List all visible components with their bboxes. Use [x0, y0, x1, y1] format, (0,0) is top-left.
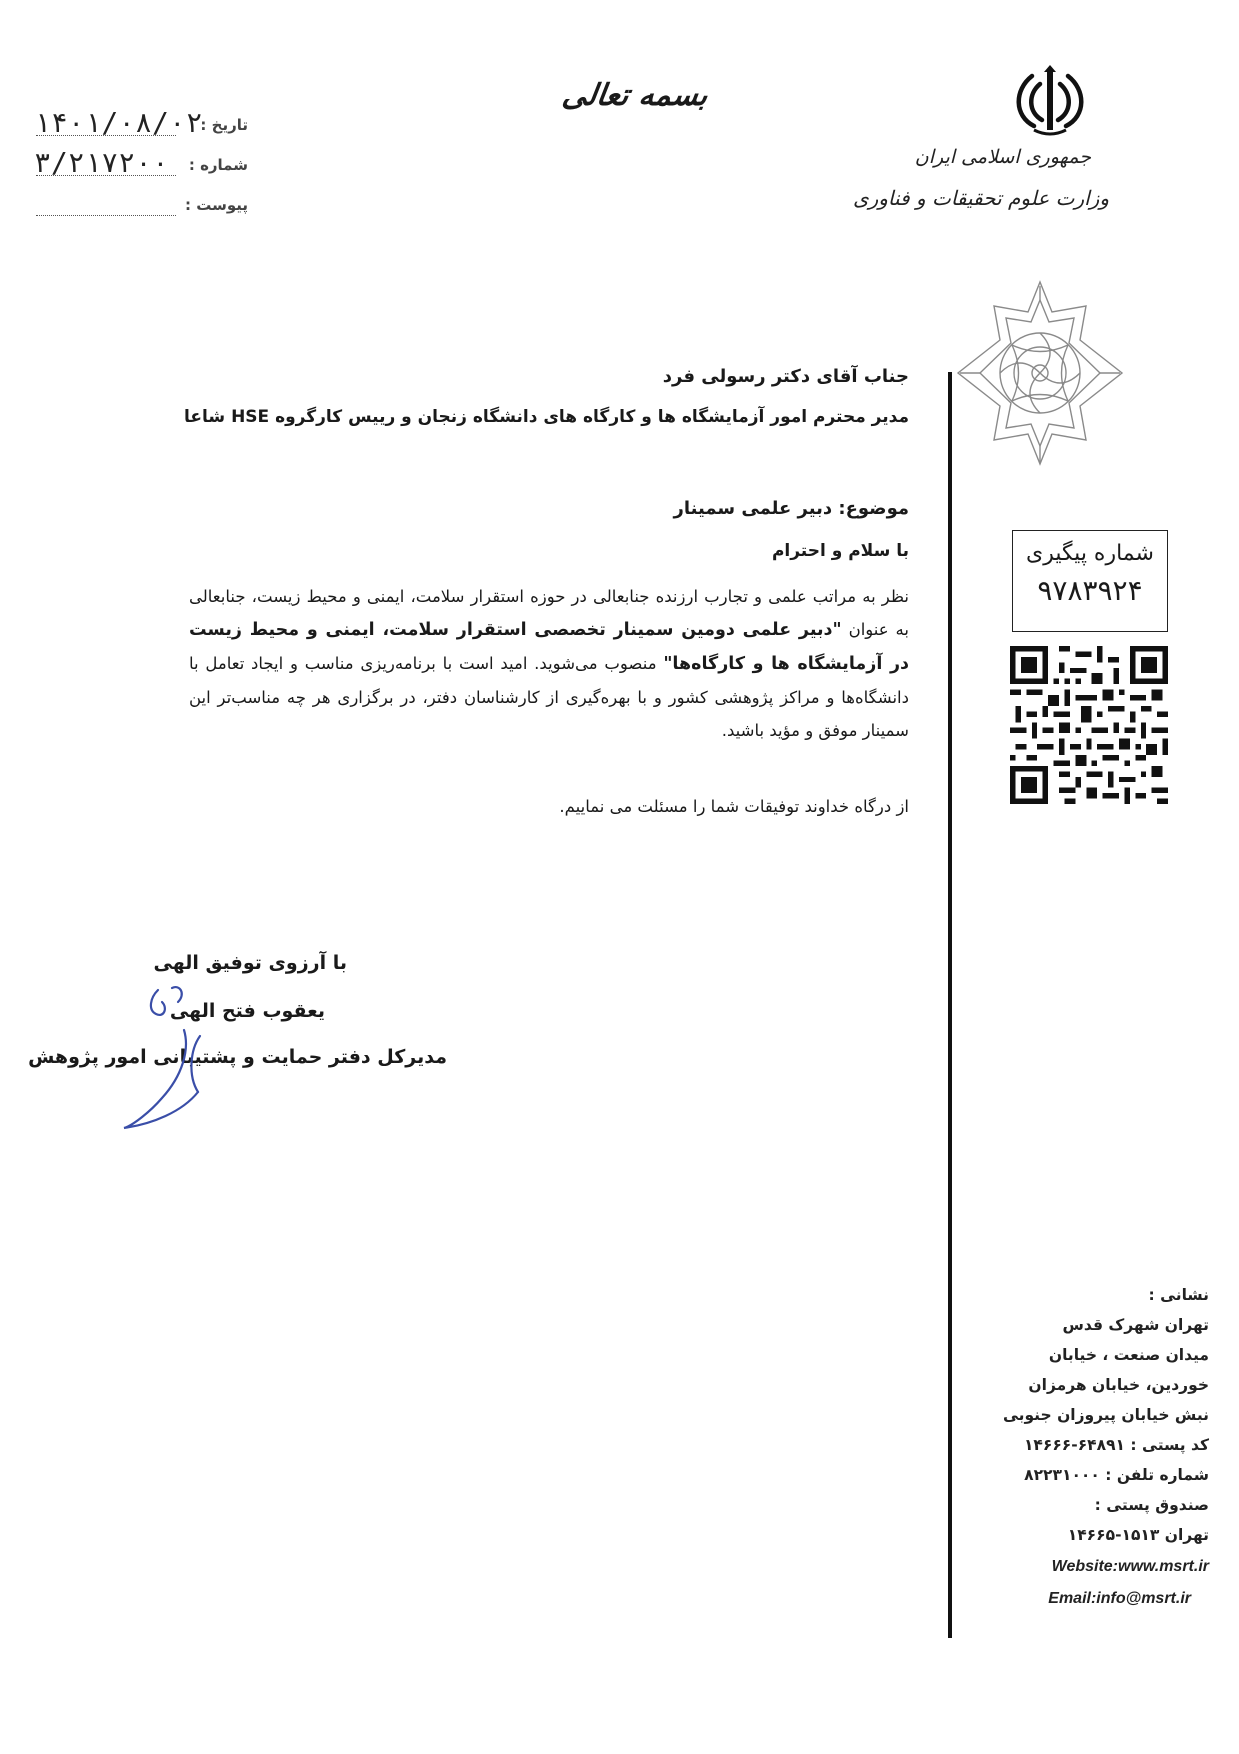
signature-wish: با آرزوی توفیق الهی: [153, 952, 347, 974]
subject-text: دبیر علمی سمینار: [673, 498, 833, 519]
number-label: شماره :: [188, 156, 248, 174]
address-line-1: تهران شهرک قدس: [1062, 1316, 1209, 1334]
address-line-3: خوردین، خیابان هرمزان: [1028, 1376, 1209, 1394]
bismillah-heading: بسمه تعالی: [559, 78, 711, 113]
address-line-2: میدان صنعت ، خیابان: [1048, 1346, 1209, 1364]
tracking-label: شماره پیگیری: [1026, 541, 1154, 566]
side-divider-line: [948, 372, 952, 1638]
postal-code: کد پستی : ۶۴۸۹۱-۱۴۶۶۶: [1023, 1436, 1209, 1454]
attachment-field: [28, 192, 248, 222]
address-line-4: نبش خیابان پیروزان جنوبی: [1002, 1406, 1209, 1424]
attachment-label: پیوست :: [184, 196, 248, 214]
islamic-ornament-icon: [950, 278, 1130, 468]
date-value: ۱۴۰۱/۰۸/۰۲: [34, 106, 203, 139]
po-box-value: تهران ۱۵۱۳-۱۴۶۶۵: [1067, 1526, 1209, 1544]
body-intro: نظر به مراتب علمی و تجارب ارزنده جنابعالی در حوزه استقرار سلامت، ایمنی و محیط زیست، جنابعالی به عنوان: [189, 587, 909, 639]
ministry-name: وزارت علوم تحقیقات و فناوری: [852, 186, 1109, 210]
signatory-name: یعقوب فتح الهی: [169, 1000, 325, 1022]
signatory-role: مدیرکل دفتر حمایت و پشتیبانی امور پژوهش: [28, 1046, 447, 1068]
date-field: [28, 106, 248, 142]
iran-emblem-icon: [1012, 64, 1088, 140]
handwritten-signature-icon: [112, 980, 252, 1130]
website-link[interactable]: Website:www.msrt.ir: [1051, 1558, 1209, 1575]
number-field: [28, 146, 248, 182]
po-box-label: صندوق پستی :: [1094, 1496, 1209, 1514]
body-rest: منصوب می‌شوید. امید است با برنامه‌ریزی مناسب و ایجاد تعامل با دانشگاه‌ها و مراکز پژوهشی کشور و با بهره‌گیری از کارشناسان دفتر، در برگزاری هر چه مناسب‌تر این سمینار موفق و مؤید باشید.: [189, 654, 909, 740]
number-value: ۳/۲۱۷۲۰۰: [34, 146, 169, 179]
tracking-number: ۹۷۸۳۹۲۴: [1037, 574, 1143, 607]
subject-line: [674, 494, 909, 524]
qr-code-icon: [1010, 646, 1168, 804]
recipient-title: مدیر محترم امور آزمایشگاه ها و کارگاه های دانشگاه زنجان و رییس کارگروه HSE شاعا: [184, 407, 909, 427]
date-label: تاریخ :: [200, 116, 248, 134]
email-link[interactable]: Email:info@msrt.ir: [1048, 1590, 1191, 1607]
body-paragraph: [189, 580, 909, 747]
greeting: با سلام و احترام: [771, 541, 909, 561]
address-label: نشانی :: [1148, 1286, 1209, 1304]
subject-label: موضوع:: [838, 498, 909, 519]
body-closing: از درگاه خداوند توفیقات شما را مسئلت می نماییم.: [559, 797, 909, 816]
phone-number: شماره تلفن : ۸۲۲۳۱۰۰۰: [1024, 1466, 1209, 1484]
tracking-number-box: [1012, 530, 1168, 632]
attachment-dotted-line: [36, 215, 176, 216]
body-position: "دبیر علمی دومین سمینار تخصصی استقرار سلامت، ایمنی و محیط زیست در آزمایشگاه ها و کارگاه‌ها": [189, 620, 909, 674]
country-name: جمهوری اسلامی ایران: [914, 146, 1091, 168]
recipient-name: جناب آقای دکتر رسولی فرد: [662, 366, 909, 387]
